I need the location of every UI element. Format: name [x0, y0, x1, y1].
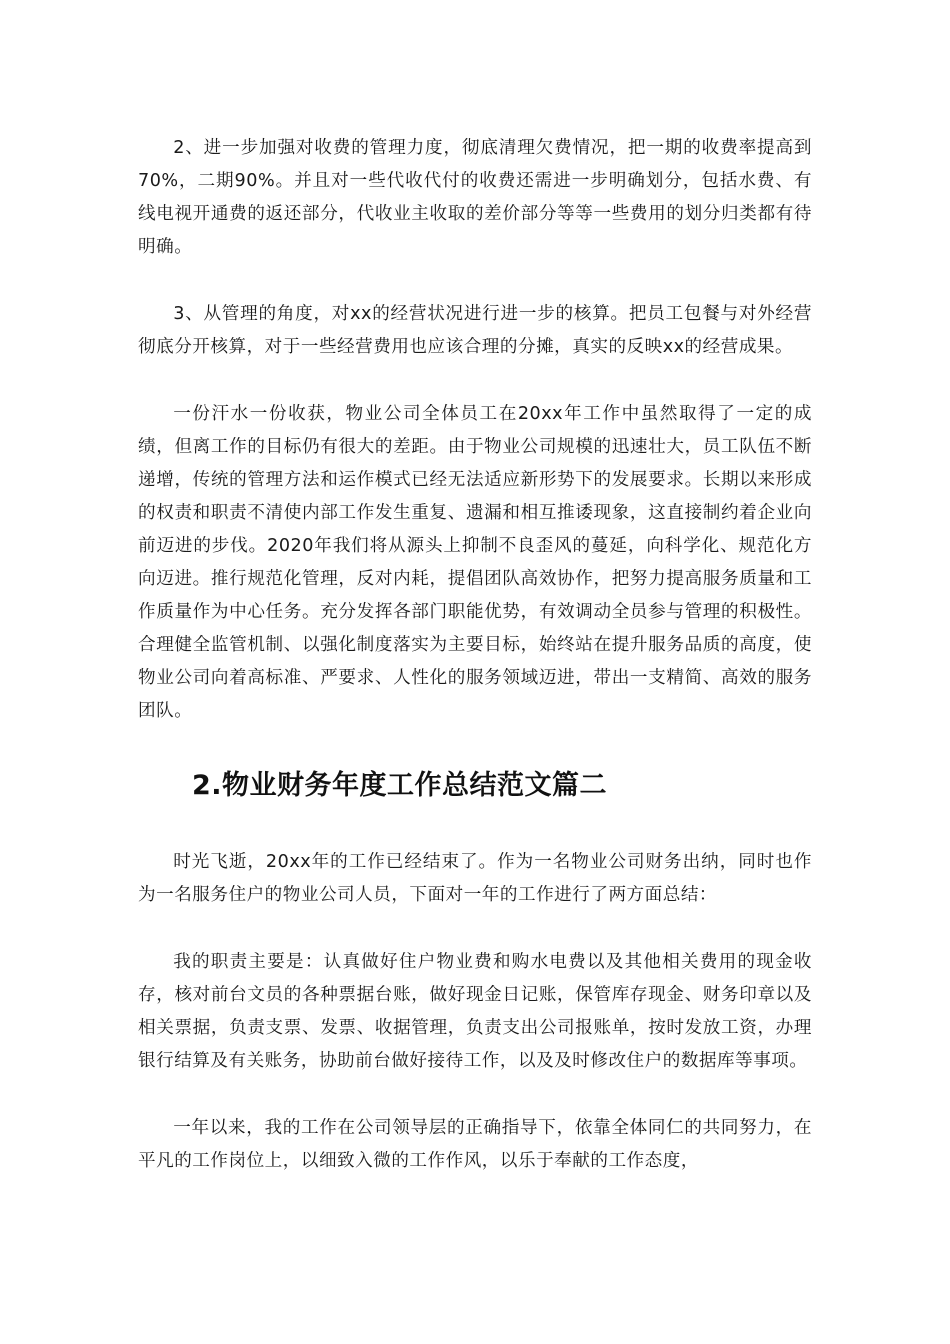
- document-body: [138, 132, 812, 1212]
- paragraph-duties: 我的职责主要是：认真做好住户物业费和购水电费以及其他相关费用的现金收存，核对前台文员的各种票据台账，做好现金日记账，保管库存现金、财务印章以及相关票据，负责支票、发票、收据管理，负责支出公司报账单，按时发放工资，办理银行结算及有关账务，协助前台做好接待工作，以及及时修改住户的数据库等事项。: [138, 952, 812, 1071]
- section-heading: 2.物业财务年度工作总结范文篇二: [192, 770, 608, 801]
- paragraph-fee-management: 2、进一步加强对收费的管理力度，彻底清理欠费情况，把一期的收费率提高到70%，二期90%。并且对一些代收代付的收费还需进一步明确划分，包括水费、有线电视开通费的返还部分，代收业主收取的差价部分等等一些费用的划分归类都有待明确。: [138, 138, 812, 257]
- paragraph-intro: 时光飞逝，20xx年的工作已经结束了。作为一名物业公司财务出纳，同时也作为一名服务住户的物业公司人员，下面对一年的工作进行了两方面总结：: [138, 852, 812, 905]
- paragraph-accounting: 3、从管理的角度，对xx的经营状况进行进一步的核算。把员工包餐与对外经营彻底分开核算，对于一些经营费用也应该合理的分摊，真实的反映xx的经营成果。: [138, 304, 812, 357]
- paragraph-year-review: 一年以来，我的工作在公司领导层的正确指导下，依靠全体同仁的共同努力，在平凡的工作岗位上，以细致入微的工作作风，以乐于奉献的工作态度，: [138, 1118, 812, 1171]
- paragraph-summary: 一份汗水一份收获，物业公司全体员工在20xx年工作中虽然取得了一定的成绩，但离工作的目标仍有很大的差距。由于物业公司规模的迅速壮大，员工队伍不断递增，传统的管理方法和运作模式已经无法适应新形势下的发展要求。长期以来形成的权责和职责不清使内部工作发生重复、遗漏和相互推诿现象，这直接制约着企业向前迈进的步伐。2020年我们将从源头上抑制不良歪风的蔓延，向科学化、规范化方向迈进。推行规范化管理，反对内耗，提倡团队高效协作，把努力提高服务质量和工作质量作为中心任务。充分发挥各部门职能优势，有效调动全员参与管理的积极性。合理健全监管机制、以强化制度落实为主要目标，始终站在提升服务品质的高度，使物业公司向着高标准、严要求、人性化的服务领域迈进，带出一支精简、高效的服务团队。: [138, 404, 812, 721]
